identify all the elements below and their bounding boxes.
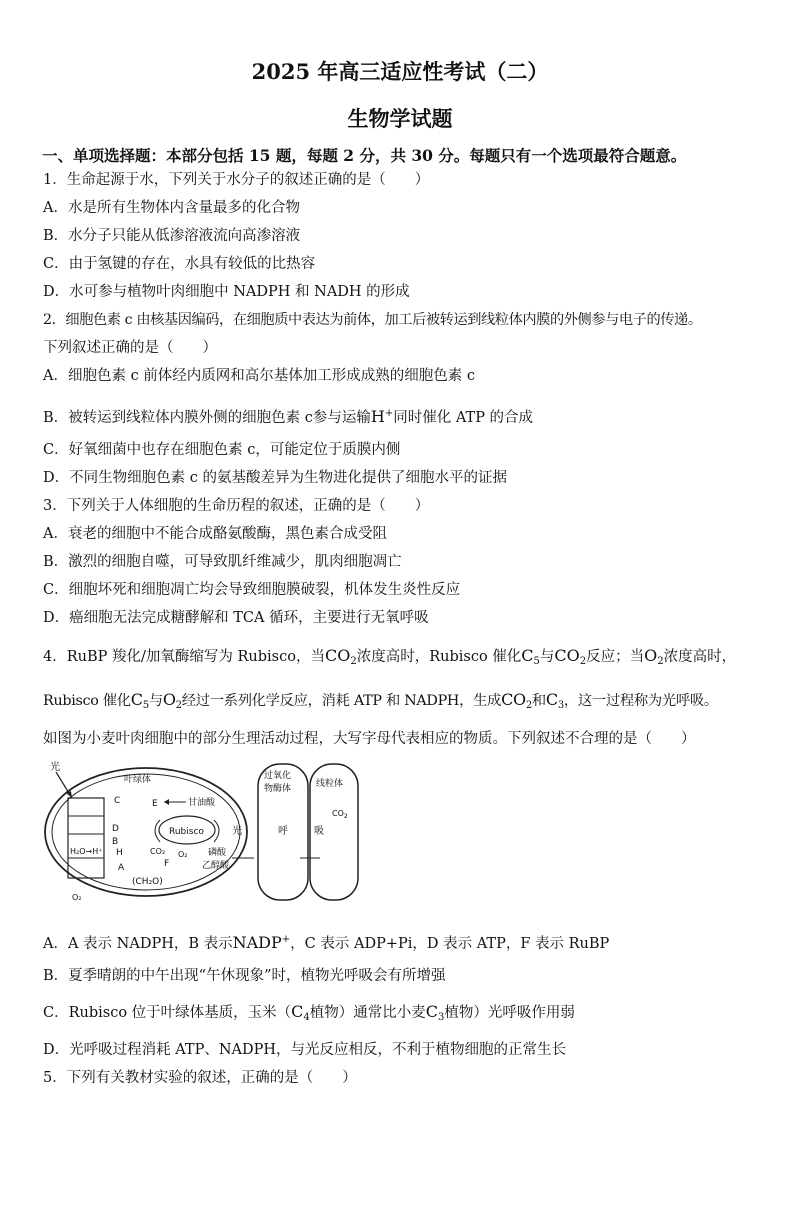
q4-l1-c5-sub: 5: [533, 656, 540, 667]
q4-a-post: ，C 表示 ADP+Pi，D 表示 ATP，F 表示 RuBP: [290, 936, 610, 952]
q2-stem-line2: 下列叙述正确的是（ ）: [43, 340, 217, 356]
respire-label-2: 吸: [314, 826, 324, 837]
q4-c-pre: C．Rubisco 位于叶绿体基质，玉米（: [43, 1005, 292, 1021]
q2-b-post: 同时催化 ATP 的合成: [393, 410, 534, 426]
exam-subtitle: 生物学试题: [347, 106, 453, 131]
q4-option-b: B．夏季晴朗的中午出现“午休现象”时，植物光呼吸会有所增强: [43, 968, 446, 984]
q4-l1-co2b-sub: 2: [579, 656, 587, 667]
label-e: E: [152, 799, 158, 809]
peroxisome-label-2: 物酶体: [264, 784, 292, 794]
q2-stem-line1: 2．细胞色素 c 由核基因编码，在细胞质中表达为前体，加工后被转运到线粒体内膜的外侧参与电子的传递。: [43, 312, 702, 328]
q4-stem-line1: [43, 646, 736, 672]
rubisco-label: Rubisco: [169, 827, 204, 837]
q4-l1-o2-sub: 2: [657, 656, 664, 667]
q4-option-c: [43, 1002, 575, 1028]
glyceric-acid-label: 甘油酸: [188, 798, 216, 808]
section-heading: 一、单项选择题：本部分包括 15 题，每题 2 分，共 30 分。每题只有一个选项最符合题意。: [42, 146, 687, 165]
q2-option-c: C．好氧细菌中也存在细胞色素 c，可能定位于质膜内侧: [43, 442, 401, 458]
q1-option-c: C．由于氢键的存在，水具有较低的比热容: [43, 256, 316, 272]
q4-l2-c3: C: [545, 690, 558, 709]
q3-option-d: D．癌细胞无法完成糖酵解和 TCA 循环，主要进行无氧呼吸: [43, 610, 429, 626]
chloroplast-membrane: [52, 774, 240, 890]
q4-option-a: [43, 930, 609, 954]
q4-l1-co2-sub: 2: [350, 656, 357, 667]
q4-c-c3: C: [425, 1002, 439, 1021]
q4-l1-t1: 浓度高时，Rubisco 催化: [356, 649, 522, 665]
q2-b-pre: B．被转运到线粒体内膜外侧的细胞色素 c参与运输: [43, 410, 371, 426]
q4-l2-o2-sub: 2: [175, 700, 182, 711]
q3-option-a: A．衰老的细胞中不能合成酪氨酸酶，黑色素合成受阻: [43, 526, 387, 542]
light2-label: 光: [232, 826, 242, 837]
q1-stem: 1．生命起源于水，下列关于水分子的叙述正确的是（ ）: [43, 172, 430, 188]
label-a: A: [118, 863, 125, 873]
q4-l2-t2: 经过一系列化学反应，消耗 ATP 和 NADPH，生成: [181, 693, 502, 709]
q5-stem: 5．下列有关教材实验的叙述，正确的是（ ）: [43, 1070, 357, 1086]
q4-l2-co2: CO: [501, 690, 526, 709]
ch2o-label: (CH₂O): [132, 877, 163, 887]
label-f: F: [164, 859, 170, 869]
label-h: H: [116, 848, 123, 858]
q2-option-d: D．不同生物细胞色素 c 的氨基酸差异为生物进化提供了细胞水平的证据: [43, 470, 507, 486]
q4-l2-t4: ，这一过程称为光呼吸。: [563, 693, 718, 709]
q4-l1-o2: O: [644, 646, 658, 665]
q4-l2-t0: Rubisco 催化: [43, 693, 131, 709]
q4-l1-co2: CO: [324, 646, 351, 665]
peroxisome-label-1: 过氧化: [264, 771, 292, 781]
photorespiration-diagram: [42, 758, 372, 908]
q2-option-a: A．细胞色素 c 前体经内质网和高尔基体加工形成成熟的细胞色素 c: [43, 368, 476, 384]
label-b: B: [112, 837, 119, 847]
co2-mito-label: $CO_2$: [332, 809, 348, 820]
exam-title: 2025 年高三适应性考试（二）: [251, 59, 549, 84]
o2-label: O₂: [178, 850, 188, 859]
q4-l1-t4: 浓度高时，: [663, 649, 737, 665]
label-c: C: [114, 796, 121, 806]
q3-option-c: C．细胞坏死和细胞凋亡均会导致细胞膜破裂，机体发生炎性反应: [43, 582, 461, 598]
light-label: 光: [50, 762, 60, 773]
q4-l2-c3-sub: 3: [557, 700, 564, 711]
mitochondrion-label: 线粒体: [316, 779, 344, 789]
q4-c-c4: C: [291, 1002, 304, 1021]
q4-a-nadp: NADP: [232, 933, 282, 952]
q4-c-mid: 植物）通常比小麦: [309, 1005, 426, 1021]
q4-l2-c5: C: [130, 690, 143, 709]
q4-c-post: 植物）光呼吸作用弱: [444, 1005, 575, 1021]
phospho-label-1: 磷酸: [208, 848, 227, 858]
q4-l2-o2: O: [162, 690, 176, 709]
q3-option-b: B．激烈的细胞自噬，可导致肌纤维减少，肌肉细胞凋亡: [43, 554, 402, 570]
q2-option-b: [43, 404, 533, 428]
q4-l2-t1: 与: [148, 693, 163, 709]
q4-l1-t0: 4．RuBP 羧化/加氧酶缩写为 Rubisco，当: [43, 649, 325, 665]
q4-l1-t3: 反应；当: [586, 649, 645, 665]
glyceric-arrowhead: [164, 799, 169, 805]
q2-b-ion: H: [370, 407, 385, 426]
q4-a-sup: +: [281, 934, 291, 945]
respire-label-1: 呼: [278, 826, 288, 837]
phospho-label-2: 乙醇酸: [202, 861, 230, 871]
chloroplast-label: 叶绿体: [124, 775, 152, 785]
label-d: D: [112, 824, 119, 834]
q1-option-d: D．水可参与植物叶肉细胞中 NADPH 和 NADH 的形成: [43, 284, 410, 300]
q1-option-a: A．水是所有生物体内含量最多的化合物: [43, 200, 300, 216]
thylakoid-stack: [68, 798, 104, 878]
q2-b-sup: +: [384, 408, 394, 419]
q4-stem-line3: 如图为小麦叶肉细胞中的部分生理活动过程，大写字母代表相应的物质。下列叙述不合理的是（ ）: [43, 731, 696, 747]
q4-l2-co2-sub: 2: [525, 700, 532, 711]
q4-option-d: D．光呼吸过程消耗 ATP、NADPH，与光反应相反，不利于植物细胞的正常生长: [43, 1042, 567, 1058]
co2-label: CO₂: [150, 847, 166, 856]
q4-stem-line2: [43, 690, 718, 716]
q4-l1-c5: C: [521, 646, 534, 665]
water-label: H₂O→H⁺: [70, 847, 103, 856]
q4-c-c3-sub: 3: [438, 1012, 445, 1023]
q4-l2-t3: 和: [531, 693, 546, 709]
q1-option-b: B．水分子只能从低渗溶液流向高渗溶液: [43, 228, 301, 244]
q4-a-pre: A．A 表示 NADPH，B 表示: [43, 936, 233, 952]
q4-l1-t2: 与: [539, 649, 555, 665]
q4-c-c4-sub: 4: [303, 1012, 310, 1023]
o2-out-label: O₂: [72, 893, 82, 902]
q4-l1-co2b: CO: [554, 646, 580, 665]
q4-l2-c5-sub: 5: [142, 700, 149, 711]
q3-stem: 3．下列关于人体细胞的生命历程的叙述，正确的是（ ）: [43, 498, 430, 514]
